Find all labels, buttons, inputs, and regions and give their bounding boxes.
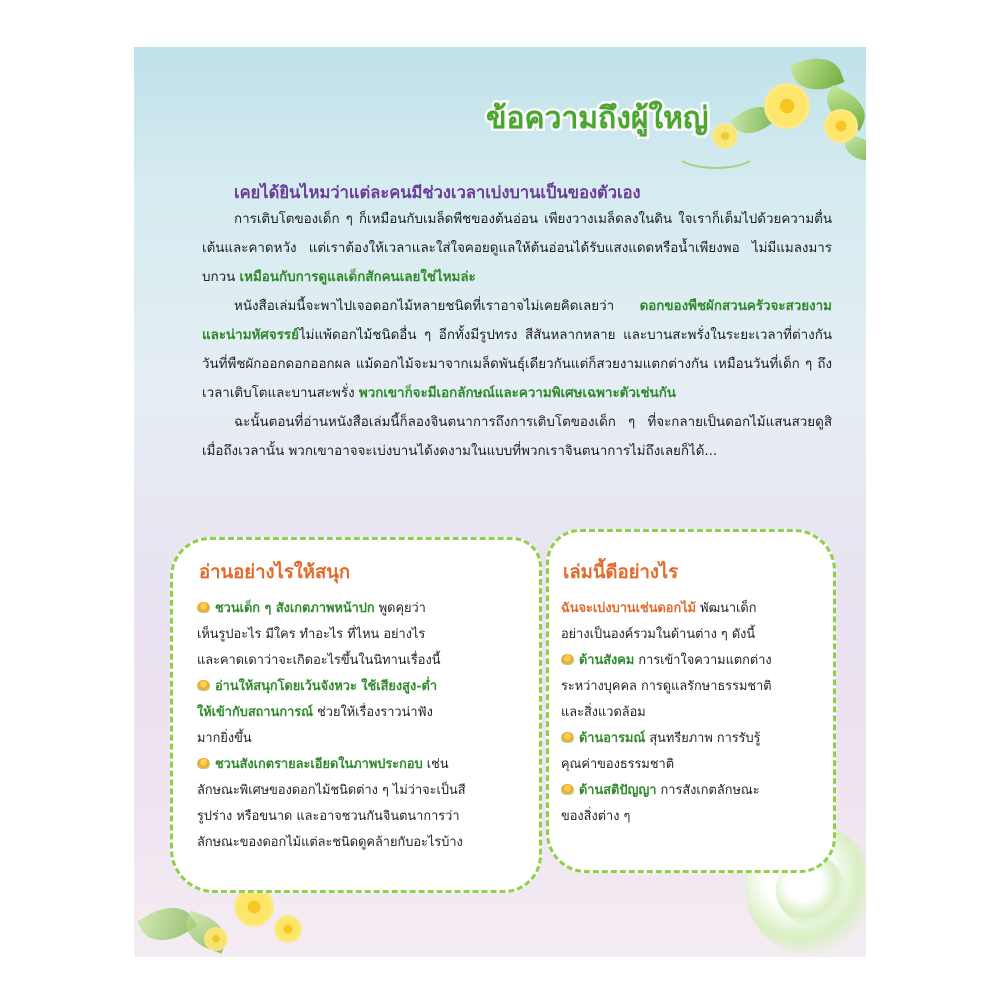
tip-3-highlight: ชวนสังเกตรายละเอียดในภาพประกอบ	[215, 757, 423, 772]
book-benefits-title: เล่มนี้ดีอย่างไร	[563, 562, 679, 583]
tip-2-highlight-cont: ให้เข้ากับสถานการณ์	[197, 705, 314, 720]
intro-paragraph-1	[202, 205, 832, 292]
list-item	[197, 752, 466, 778]
flower-bullet-icon	[561, 732, 574, 743]
tip-2-line-3: มากยิ่งขึ้น	[197, 731, 252, 746]
list-item	[561, 778, 772, 804]
tip-1-highlight: ชวนเด็ก ๆ สังเกตภาพหน้าปก	[215, 601, 375, 616]
benefit-intro	[561, 596, 772, 622]
tip-1-line-3: และคาดเดาว่าจะเกิดอะไรขึ้นในนิทานเรื่องนี้	[197, 653, 441, 668]
intro-paragraph-1-text: การเติบโตของเด็ก ๆ ก็เหมือนกับเมล็ดพืชของต้นอ่อน เพียงวางเมล็ดลงในดิน ใจเราก็เต็มไปด้วยความตื่นเต้นและคาดหวัง แต่เราต้องให้เวลาและใส่ใจคอยดูแลให้ต้นอ่อนได้รับแสงแดดหรือน้ำเพียงพอ ไม่มีแมลงมารบกวน	[202, 212, 832, 285]
list-item	[561, 648, 772, 674]
benefit-social-line-2: ระหว่างบุคคล การดูแลรักษาธรรมชาติ	[561, 679, 772, 694]
benefit-social-label: ด้านสังคม	[579, 653, 635, 668]
tip-3-line-2: ลักษณะพิเศษของดอกไม้ชนิดต่าง ๆ ไม่ว่าจะเป็นสี	[197, 783, 466, 798]
how-to-read-box	[170, 537, 542, 893]
flower-bullet-icon	[197, 758, 210, 769]
flower-bullet-icon	[561, 654, 574, 665]
list-item	[197, 596, 466, 622]
page-title: ข้อความถึงผู้ใหญ่	[486, 101, 709, 136]
flower-bullet-icon	[561, 784, 574, 795]
tip-2-line-2	[197, 700, 466, 726]
tip-1-line-2: เห็นรูปอะไร มีใคร ทำอะไร ที่ไหน อย่างไร	[197, 627, 426, 642]
tip-3-line-4: ลักษณะของดอกไม้แต่ละชนิดดูคล้ายกับอะไรบ้าง	[197, 835, 463, 850]
benefit-emotion-label: ด้านอารมณ์	[579, 731, 646, 746]
flower-bullet-icon	[197, 602, 210, 613]
tip-2-highlight: อ่านให้สนุกโดยเว้นจังหวะ ใช้เสียงสูง-ต่ำ	[215, 679, 438, 694]
tip-3-text: เช่น	[422, 757, 449, 772]
benefit-intellect-label: ด้านสติปัญญา	[579, 783, 657, 798]
benefit-social-line-3: และสิ่งแวดล้อม	[561, 705, 646, 720]
list-item	[561, 726, 772, 752]
intro-paragraph-2-text-b: ไม่แพ้ดอกไม้ชนิดอื่น ๆ อีกทั้งมีรูปทรง สีสันหลากหลาย และบานสะพรั่งในระยะเวลาที่ต่างกัน วันที่พืชผักออกดอกออกผล แม้ดอกไม้จะมาจากเมล็ดพันธุ์เดียวกันแต่ก็สวยงามแตกต่างกัน เหมือนวันที่เด็ก ๆ ถึงเวลาเติบโตและบานสะพรั่ง	[202, 328, 832, 401]
benefit-intro-line-2: อย่างเป็นองค์รวมในด้านต่าง ๆ ดังนี้	[561, 627, 756, 642]
intro-heading: เคยได้ยินไหมว่าแต่ละคนมีช่วงเวลาเบ่งบานเป็นของตัวเอง	[234, 183, 641, 202]
benefit-social-text: การเข้าใจความแตกต่าง	[634, 653, 772, 668]
benefit-intellect-line-2: ของสิ่งต่าง ๆ	[561, 809, 631, 824]
book-benefits-text	[561, 596, 772, 830]
book-name-highlight: ฉันจะเบ่งบานเช่นดอกไม้	[561, 601, 697, 616]
benefit-intro-text: พัฒนาเด็ก	[696, 601, 757, 616]
book-benefits-box	[546, 529, 836, 873]
intro-body	[202, 205, 832, 466]
how-to-read-text	[197, 596, 466, 856]
intro-paragraph-2-highlight-a: ดอกของพืชผักสวนครัวจะสวยงามและน่ามหัศจรรย์	[202, 299, 832, 343]
benefit-emotion-line-2: คุณค่าของธรรมชาติ	[561, 757, 675, 772]
intro-paragraph-1-highlight: เหมือนกับการดูแลเด็กสักคนเลยใช่ไหมล่ะ	[239, 270, 476, 285]
book-page	[134, 47, 866, 957]
tip-3-line-3: รูปร่าง หรือขนาด และอาจชวนกันจินตนาการว่า	[197, 809, 460, 824]
list-item	[197, 674, 466, 700]
intro-paragraph-2	[202, 292, 832, 408]
tip-2-text: ช่วยให้เรื่องราวน่าฟัง	[313, 705, 433, 720]
benefit-intellect-text: การสังเกตลักษณะ	[656, 783, 760, 798]
tip-1-text: พูดคุยว่า	[374, 601, 426, 616]
flower-bullet-icon	[197, 680, 210, 691]
how-to-read-title: อ่านอย่างไรให้สนุก	[199, 562, 351, 583]
intro-paragraph-2-highlight-b: พวกเขาก็จะมีเอกลักษณ์และความพิเศษเฉพาะตัวเช่นกัน	[358, 386, 676, 401]
benefit-emotion-text: สุนทรียภาพ การรับรู้	[645, 731, 761, 746]
intro-paragraph-3: ฉะนั้นตอนที่อ่านหนังสือเล่มนี้ก็ลองจินตนาการถึงการเติบโตของเด็ก ๆ ที่จะกลายเป็นดอกไม้แสนสวยดูสิ เมื่อถึงเวลานั้น พวกเขาอาจจะเบ่งบานได้งดงามในแบบที่พวกเราจินตนาการไม่ถึงเลยก็ได้...	[202, 415, 832, 459]
intro-paragraph-2-text-a: หนังสือเล่มนี้จะพาไปเจอดอกไม้หลายชนิดที่เราอาจไม่เคยคิดเลยว่า	[234, 299, 640, 314]
